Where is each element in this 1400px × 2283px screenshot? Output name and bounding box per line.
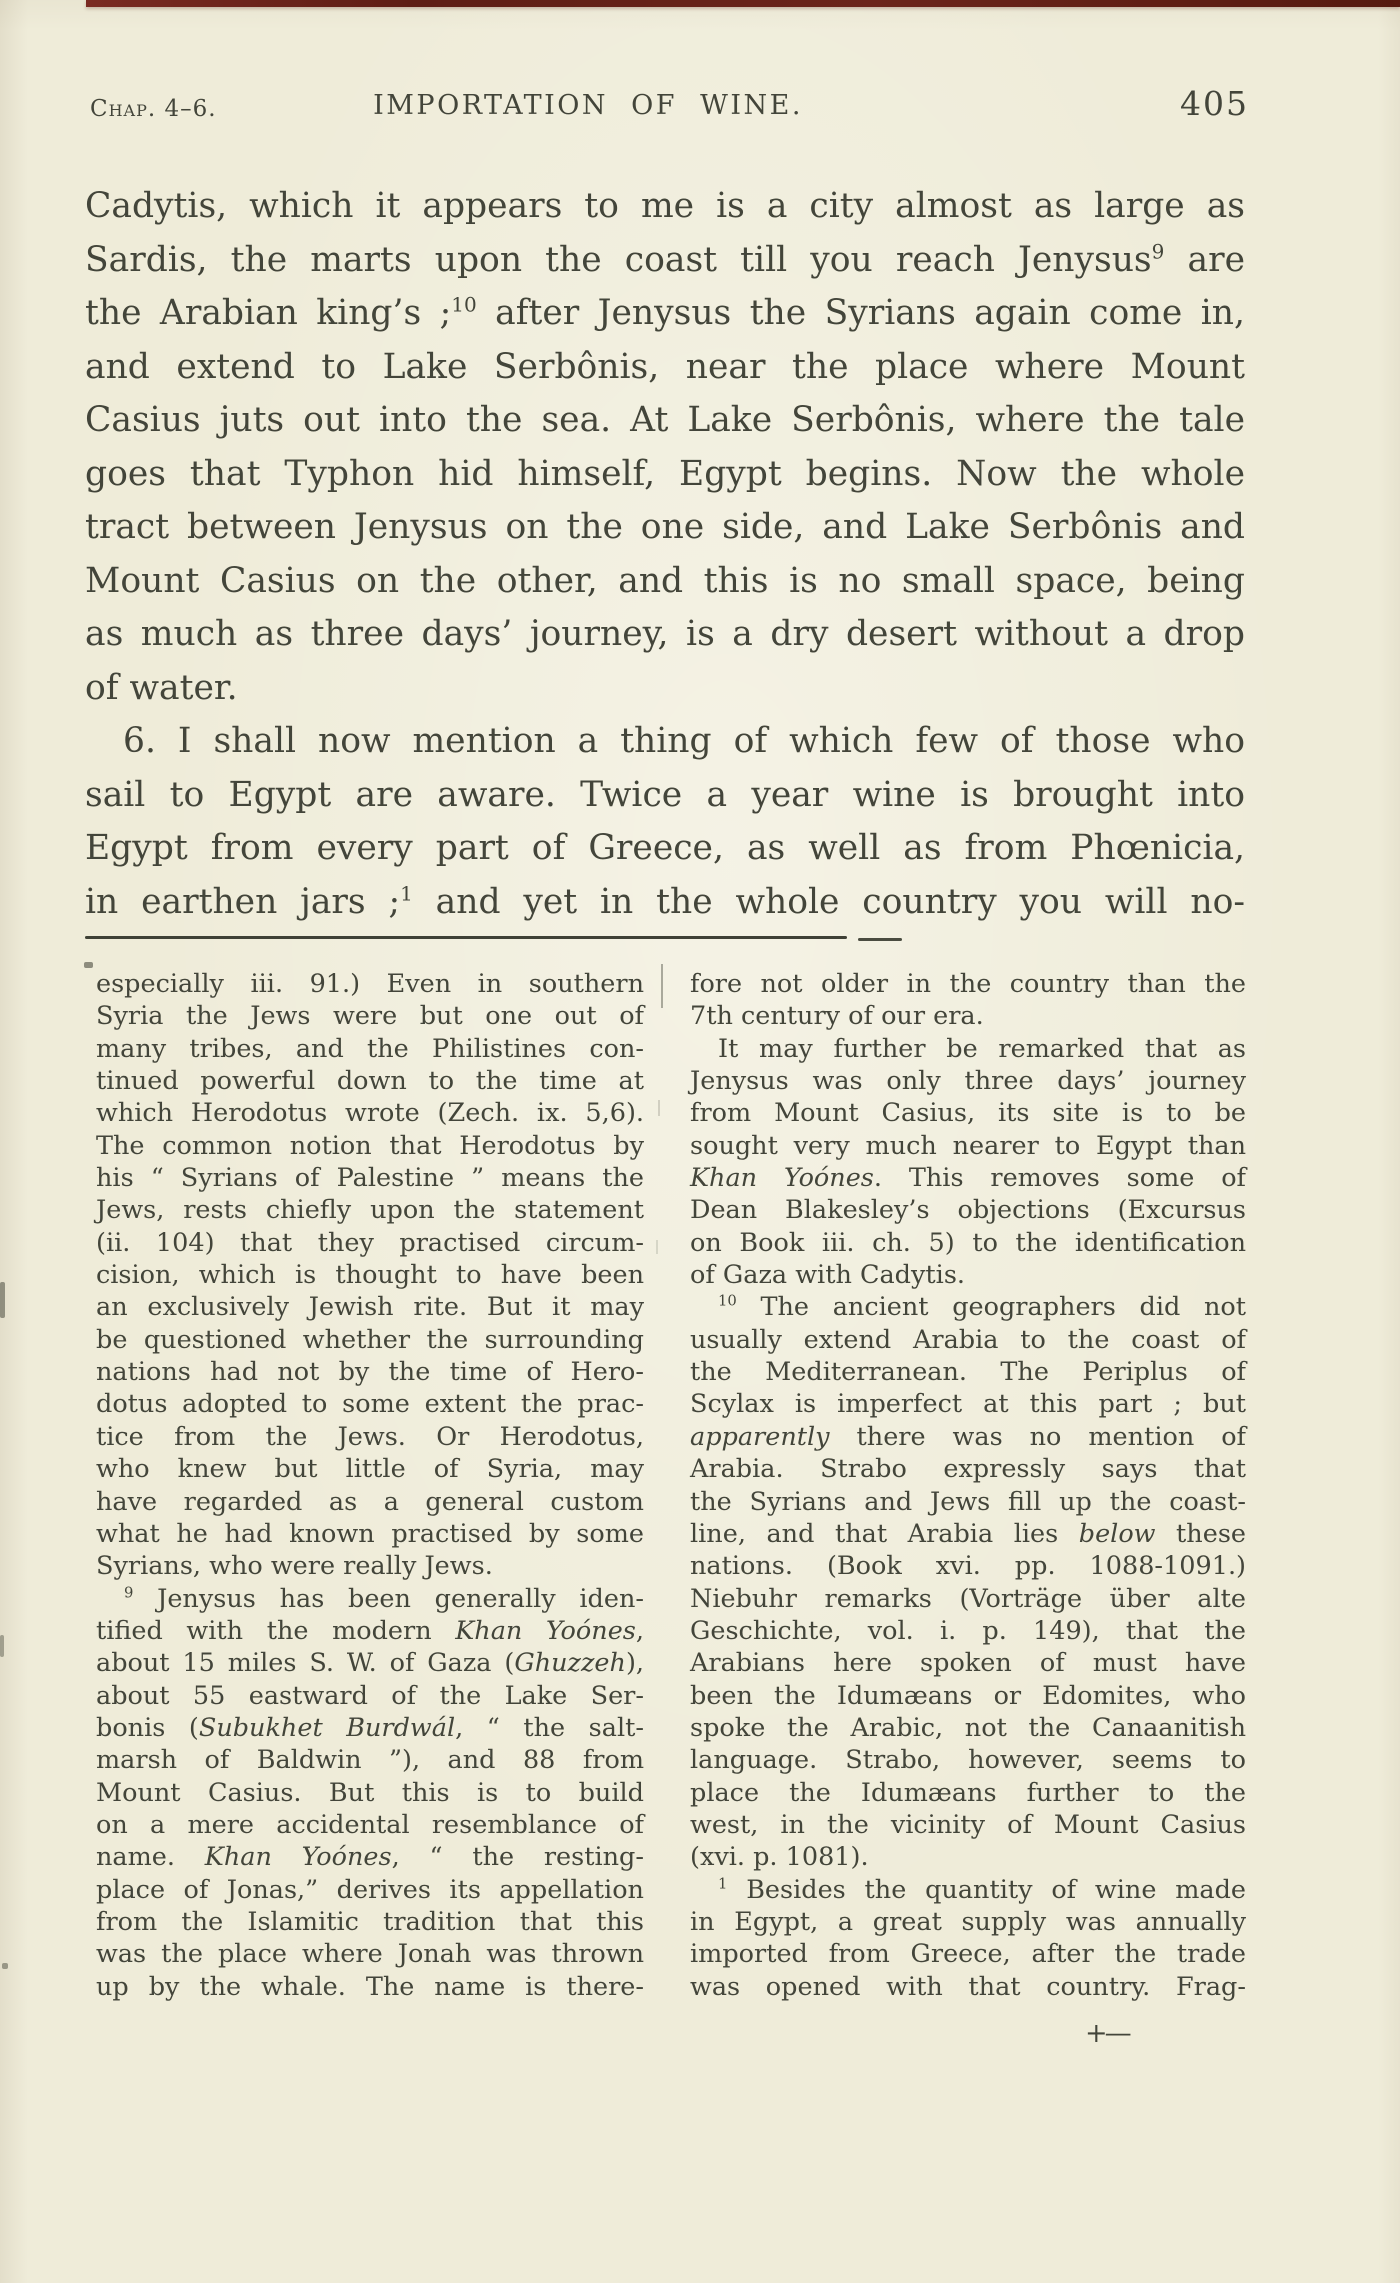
text-line: $^{10}$ The ancient geographers did not	[718, 1292, 1246, 1323]
text-line: Jenysus was only three days’ journey	[690, 1066, 1246, 1097]
text-line: (xvi. p. 1081).	[690, 1842, 869, 1873]
text-line: west, in the vicinity of Mount Casius	[690, 1809, 1246, 1840]
text-line: place the Idumæans further to the	[690, 1777, 1246, 1808]
text-line: Khan Yoónes. This removes some of	[690, 1163, 1246, 1194]
text-line: from the Islamitic tradition that this	[96, 1906, 644, 1937]
text-line: The common notion that Herodotus by	[96, 1130, 644, 1161]
text-line: tified with the modern Khan Yoónes,	[96, 1615, 644, 1646]
text-line: Geschichte, vol. i. p. 149), that the	[690, 1615, 1246, 1646]
text-line: Mount Casius on the other, and this is no small space, being	[85, 560, 1245, 601]
text-line: place of Jonas,” derives its appellation	[96, 1874, 644, 1905]
column-separator-mark	[658, 1100, 660, 1116]
text-line: was the place where Jonah was thrown	[96, 1939, 644, 1970]
text-line: the Syrians and Jews fill up the coast-	[690, 1486, 1246, 1517]
text-line: Niebuhr remarks (Vorträge über alte	[690, 1583, 1246, 1614]
text-line: on a mere accidental resemblance of	[96, 1809, 644, 1840]
text-line: nations. (Book xvi. pp. 1088-1091.)	[690, 1551, 1246, 1582]
column-separator-mark	[661, 964, 663, 1008]
text-line: (ii. 104) that they practised circum-	[96, 1227, 644, 1258]
text-line: of water.	[85, 667, 238, 708]
scan-speck	[2, 1963, 8, 1969]
text-line: who knew but little of Syria, may	[96, 1454, 644, 1485]
footnote-column-left	[96, 968, 644, 2003]
text-line: in earthen jars ;$^1$ and yet in the whole country you will no-	[85, 881, 1245, 922]
page-number: 405	[1180, 84, 1249, 123]
footnote-column-right	[690, 968, 1246, 2003]
running-title: IMPORTATION OF WINE.	[373, 90, 803, 121]
text-line: an exclusively Jewish rite. But it may	[96, 1292, 644, 1323]
main-text	[85, 180, 1245, 929]
text-line: many tribes, and the Philistines con-	[96, 1033, 644, 1064]
text-line: language. Strabo, however, seems to	[690, 1745, 1246, 1776]
text-line: have regarded as a general custom	[96, 1486, 644, 1517]
text-line: the Arabian king’s ;$^{10}$ after Jenysus the Syrians again come in,	[85, 292, 1245, 333]
paragraph	[85, 715, 1245, 929]
text-line: tice from the Jews. Or Herodotus,	[96, 1421, 644, 1452]
text-line: bonis (Subukhet Burdwál, “ the salt-	[96, 1712, 644, 1743]
text-line: name. Khan Yoónes, “ the resting-	[96, 1842, 644, 1873]
text-line: sail to Egypt are aware. Twice a year wine is brought into	[85, 774, 1245, 815]
text-line: apparently there was no mention of	[690, 1421, 1246, 1452]
text-line: up by the whale. The name is there-	[96, 1971, 644, 2002]
paragraph	[85, 180, 1245, 715]
text-line: tinued powerful down to the time at	[96, 1066, 644, 1097]
text-line: his “ Syrians of Palestine ” means the	[96, 1163, 644, 1194]
text-line: the Mediterranean. The Periplus of	[690, 1357, 1246, 1388]
text-line: and extend to Lake Serbônis, near the place where Mount	[85, 346, 1245, 387]
text-line: $^9$ Jenysus has been generally iden-	[124, 1583, 644, 1614]
text-line: especially iii. 91.) Even in southern	[96, 969, 644, 999]
text-line: fore not older in the country than the	[690, 969, 1246, 999]
text-line: Cadytis, which it appears to me is a city almost as large as	[85, 186, 1245, 226]
text-line: about 15 miles S. W. of Gaza (Ghuzzeh),	[96, 1648, 644, 1679]
text-line: spoke the Arabic, not the Canaanitish	[690, 1712, 1246, 1743]
signature-mark: +—	[1085, 2018, 1129, 2049]
text-line: line, and that Arabia lies below these	[690, 1518, 1246, 1549]
text-line: dotus adopted to some extent the prac-	[96, 1389, 644, 1420]
text-line: from Mount Casius, its site is to be	[690, 1098, 1246, 1129]
text-line: Sardis, the marts upon the coast till you reach Jenysus$^9$ are	[85, 239, 1245, 280]
text-line: Egypt from every part of Greece, as well as from Phœnicia,	[85, 828, 1245, 868]
text-line: sought very much nearer to Egypt than	[690, 1130, 1246, 1161]
text-line: cision, which is thought to have been	[96, 1260, 644, 1291]
text-line: tract between Jenysus on the one side, and Lake Serbônis and	[85, 507, 1245, 547]
text-line: as much as three days’ journey, is a dry desert without a drop	[85, 614, 1245, 654]
text-line: 7th century of our era.	[690, 1001, 984, 1032]
scan-speck	[0, 1635, 4, 1657]
text-line: Syrians, who were really Jews.	[96, 1551, 493, 1582]
text-line: It may further be remarked that as	[718, 1033, 1246, 1064]
text-line: Mount Casius. But this is to build	[96, 1777, 644, 1808]
text-line: which Herodotus wrote (Zech. ix. 5,6).	[96, 1098, 644, 1129]
text-line: Syria the Jews were but one out of	[96, 1001, 644, 1032]
column-separator-mark	[656, 1240, 658, 1254]
text-line: of Gaza with Cadytis.	[690, 1260, 966, 1291]
text-line: Arabia. Strabo expressly says that	[690, 1454, 1246, 1485]
footnote-rule	[85, 936, 847, 939]
text-line: be questioned whether the surrounding	[96, 1324, 644, 1355]
text-line: in Egypt, a great supply was annually	[690, 1906, 1246, 1937]
text-line: Jews, rests chiefly upon the statement	[96, 1195, 644, 1226]
text-line: marsh of Baldwin ”), and 88 from	[96, 1745, 644, 1776]
text-line: was opened with that country. Frag-	[690, 1971, 1246, 2002]
text-line: $^1$ Besides the quantity of wine made	[718, 1874, 1246, 1905]
text-line: what he had known practised by some	[96, 1518, 644, 1549]
scan-speck	[84, 962, 93, 968]
text-line: Casius juts out into the sea. At Lake Serbônis, where the tale	[85, 400, 1245, 440]
chapter-label: Chap. 4–6.	[90, 96, 217, 122]
text-line: imported from Greece, after the trade	[690, 1939, 1246, 1970]
text-line: goes that Typhon hid himself, Egypt begins. Now the whole	[85, 453, 1245, 494]
text-line: been the Idumæans or Edomites, who	[690, 1680, 1246, 1711]
text-line: nations had not by the time of Hero-	[96, 1357, 644, 1388]
scan-speck	[0, 1282, 5, 1318]
text-line: Dean Blakesley’s objections (Excursus	[690, 1195, 1246, 1226]
text-line: Scylax is imperfect at this part ; but	[690, 1389, 1246, 1420]
text-line: usually extend Arabia to the coast of	[690, 1324, 1246, 1355]
scan-edge-artifact	[86, 0, 1400, 7]
text-line: Arabians here spoken of must have	[690, 1648, 1246, 1679]
text-line: 6. I shall now mention a thing of which few of those who	[123, 721, 1245, 761]
text-line: on Book iii. ch. 5) to the identification	[690, 1227, 1246, 1258]
text-line: about 55 eastward of the Lake Ser-	[96, 1680, 644, 1711]
footnote-rule-dash	[858, 938, 902, 941]
